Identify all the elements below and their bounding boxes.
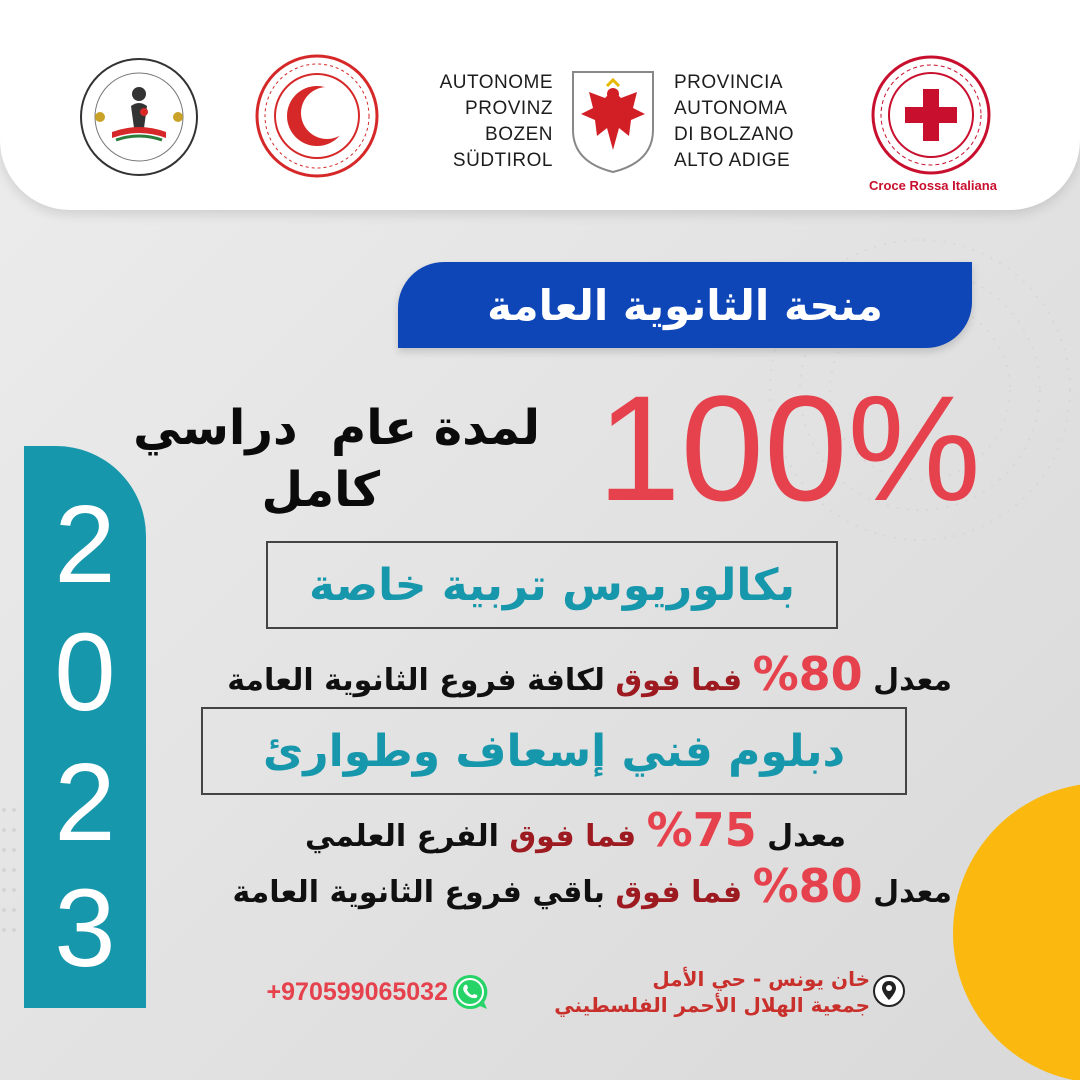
red-cross-label: Croce Rossa Italiana (869, 178, 997, 193)
program-title-box (266, 541, 838, 629)
scholarship-banner: منحة الثانوية العامة (398, 262, 972, 348)
orange-circle-decoration (953, 783, 1080, 1080)
year-digit: 2 (54, 741, 116, 864)
italian-red-cross-logo-icon (870, 54, 992, 176)
requirement-qualifier: فما فوق (615, 875, 743, 910)
program-title-box (201, 707, 907, 795)
requirement-line (232, 856, 952, 923)
requirement-percent: 80% (752, 859, 863, 913)
year-digit: 0 (54, 611, 116, 734)
province-german-line: BOZEN (485, 124, 553, 145)
province-name-german (388, 70, 553, 174)
duration-line-1: لمدة عام دراسي (133, 400, 540, 456)
province-name-italian (674, 70, 874, 174)
requirement-qualifier: فما فوق (615, 663, 743, 698)
year-digit: 3 (54, 867, 116, 990)
province-german-line: SÜDTIROL (452, 150, 553, 171)
province-italian-line: PROVINCIA (674, 72, 784, 93)
logo-header (0, 0, 1080, 210)
province-italian-line: AUTONOMA (674, 98, 788, 119)
tyrol-eagle-coat-of-arms-icon (571, 70, 655, 174)
province-german-line: AUTONOME (439, 72, 553, 93)
province-german-line: PROVINZ (465, 98, 553, 119)
address-line: خان يونس - حي الأمل (652, 967, 870, 991)
requirement-suffix: لكافة فروع الثانوية العامة (227, 663, 605, 698)
requirement-suffix: الفرع العلمي (304, 819, 499, 854)
duration-line-2: كامل (261, 462, 380, 518)
requirement-prefix: معدل (767, 819, 846, 854)
requirement-percent: 75% (646, 803, 757, 857)
map-pin-icon (872, 974, 906, 1008)
province-italian-line: ALTO ADIGE (674, 150, 791, 171)
requirement-suffix: باقي فروع الثانوية العامة (232, 875, 605, 910)
requirement-percent: 80% (752, 647, 863, 701)
requirement-prefix: معدل (873, 875, 952, 910)
requirement-prefix: معدل (873, 663, 952, 698)
ucas-college-logo-icon (78, 56, 200, 178)
phone-number[interactable]: +970599065032 (266, 978, 448, 1006)
program-title: بكالوريوس تربية خاصة (308, 559, 796, 611)
dot-grid-decoration (0, 800, 24, 960)
province-italian-line: DI BOLZANO (674, 124, 795, 145)
year-digit: 2 (54, 483, 116, 606)
address-block (530, 966, 870, 1018)
requirement-line (227, 644, 952, 711)
scholarship-percent: 100% (597, 364, 981, 532)
palestine-red-crescent-logo-icon (254, 53, 380, 179)
whatsapp-icon[interactable] (450, 972, 490, 1012)
address-line: جمعية الهلال الأحمر الفلسطيني (554, 993, 870, 1017)
program-title: دبلوم فني إسعاف وطوارئ (262, 725, 846, 777)
requirement-qualifier: فما فوق (509, 819, 637, 854)
